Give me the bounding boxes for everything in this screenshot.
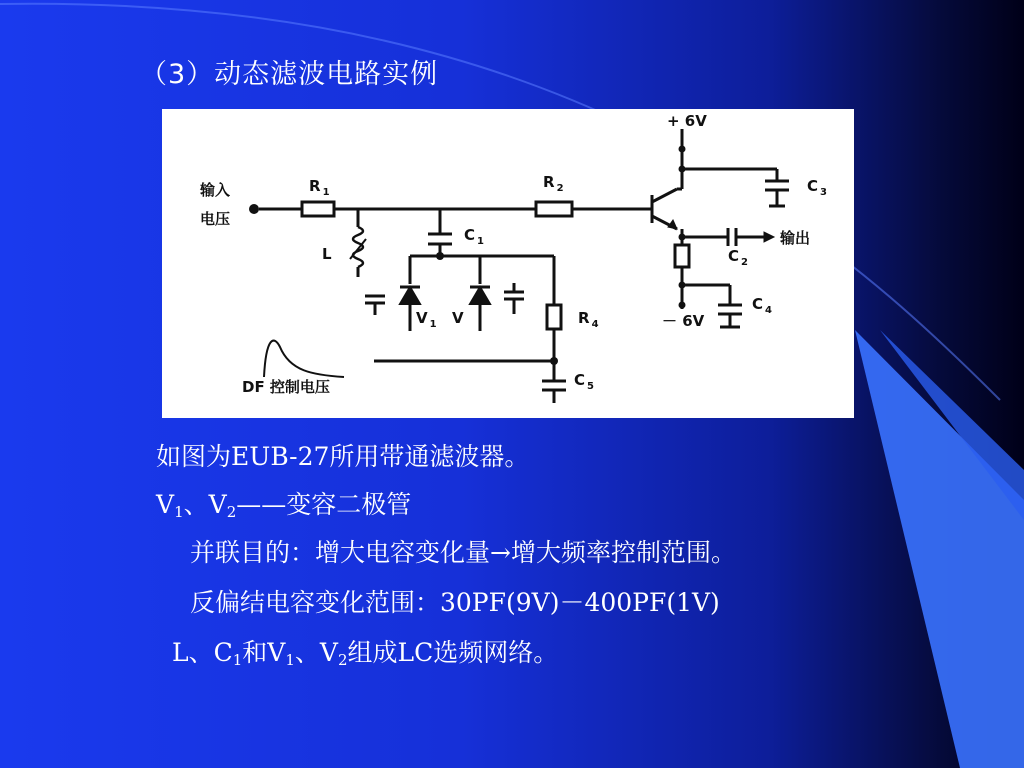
- svg-text:V1: [416, 309, 437, 330]
- c5-label: C: [574, 371, 586, 389]
- svg-text:R1: [309, 177, 330, 198]
- slide-title: （3）动态滤波电路实例: [140, 59, 439, 90]
- negative-supply-label: － 6V: [662, 312, 705, 330]
- svg-text:C4: [752, 295, 772, 316]
- svg-text:电压: [200, 210, 230, 228]
- svg-text:C2: [728, 247, 748, 268]
- r1-subscript: 1: [322, 187, 330, 198]
- l5-part-b: 和V: [242, 638, 286, 667]
- c2-subscript: 2: [741, 257, 748, 268]
- v2-sub: 2: [226, 503, 237, 521]
- output-label: 输出: [780, 229, 811, 247]
- separator: 、: [183, 490, 209, 519]
- l5-sub-c: 2: [337, 651, 348, 669]
- svg-text:R4: [578, 309, 599, 330]
- c4-label: C: [752, 295, 764, 313]
- c3-subscript: 3: [820, 187, 827, 198]
- c1-label: C: [464, 226, 476, 244]
- r2-subscript: 2: [556, 183, 564, 194]
- text-line-4: 反偏结电容变化范围：30PF(9V)－400PF(1V): [190, 588, 720, 617]
- l5-part-c: 、V: [294, 638, 338, 667]
- svg-text:C5: [574, 371, 594, 392]
- varactor-text: ——变容二极管: [236, 490, 412, 519]
- r4-subscript: 4: [591, 319, 599, 330]
- svg-text:R2: [543, 173, 564, 194]
- v1-symbol: V: [156, 490, 175, 519]
- c1-subscript: 1: [477, 236, 484, 247]
- c2-label: C: [728, 247, 740, 265]
- v1-sub: 1: [174, 503, 184, 521]
- positive-supply-label: + 6V: [667, 112, 707, 130]
- v1-subscript: 1: [429, 319, 437, 330]
- r2-label: R: [543, 173, 555, 191]
- c4-subscript: 4: [765, 305, 772, 316]
- svg-text:C1: [464, 226, 484, 247]
- svg-text:C3: [807, 177, 827, 198]
- svg-text:输入: [199, 181, 230, 199]
- l-label: L: [322, 245, 332, 263]
- text-line-1: 如图为EUB-27所用带通滤波器。: [156, 442, 530, 471]
- input-label-line1: 输入: [200, 181, 231, 199]
- v1-label: V: [416, 309, 428, 327]
- c3-label: C: [807, 177, 819, 195]
- input-label-line2: 电压: [200, 210, 231, 228]
- df-control-label: DF 控制电压: [242, 378, 330, 396]
- text-line-3: 并联目的：增大电容变化量→增大频率控制范围。: [190, 538, 736, 567]
- c5-subscript: 5: [587, 381, 594, 392]
- l5-sub-b: 1: [285, 651, 295, 669]
- r4-label: R: [578, 309, 590, 327]
- l5-part-d: 组成LC选频网络。: [347, 638, 559, 667]
- r1-label: R: [309, 177, 321, 195]
- l5-sub-a: 1: [232, 651, 243, 669]
- v2-label: V: [452, 309, 464, 327]
- l5-part-a: L、C: [172, 638, 233, 667]
- text-line-5: [172, 638, 558, 668]
- v2-symbol: V: [208, 490, 227, 519]
- circuit-diagram: [162, 109, 854, 418]
- text-line-2: [156, 490, 411, 520]
